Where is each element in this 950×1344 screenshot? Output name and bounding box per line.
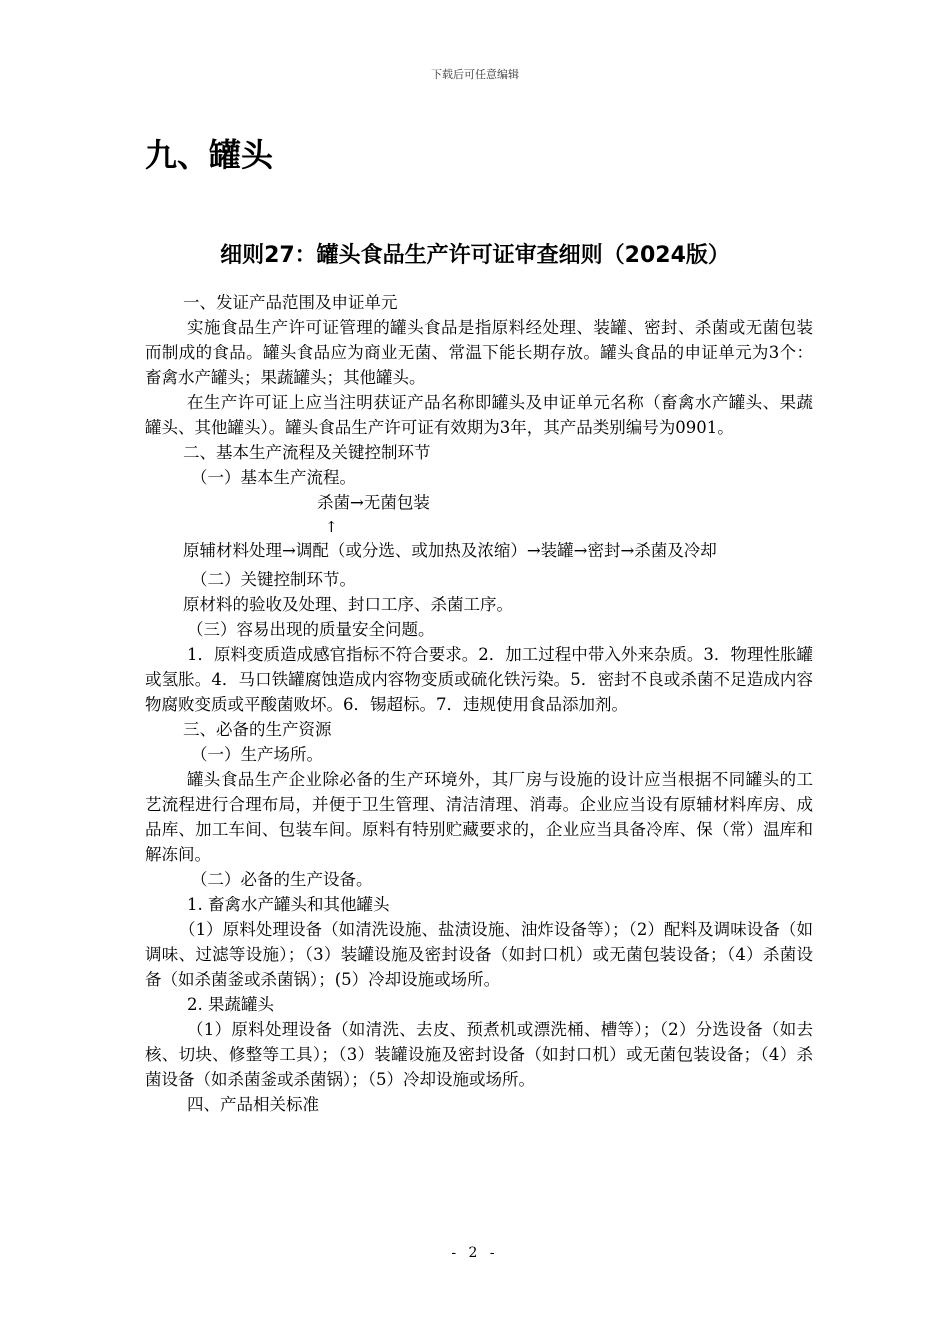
paragraph: 罐头食品生产企业除必备的生产环境外，其厂房与设施的设计应当根据不同罐头的工艺流程进行合理布局，并便于卫生管理、清洁清理、消毒。企业应当设有原辅材料库房、成品库、加工车间、包装车间。原料有特别贮藏要求的，企业应当具备冷库、保（常）温库和解冻间。 (145, 770, 813, 864)
section-heading: 二、基本生产流程及关键控制环节 (183, 443, 431, 462)
paragraph: （1）原料处理设备（如清洗设施、盐渍设施、油炸设备等）；（2）配料及调味设备（如调味、过滤等设施）；（3）装罐设施及密封设备（如封口机）或无菌包装设备；（4）杀菌设备（如杀菌釜或杀菌锅）；(5）冷却设施或场所。 (145, 920, 813, 989)
section-heading: 三、必备的生产资源 (183, 720, 332, 739)
subsection-heading: （二）关键控制环节。 (191, 570, 356, 589)
list-item-heading: 2. 果蔬罐头 (187, 995, 274, 1014)
section-heading: 四、产品相关标准 (187, 1095, 319, 1114)
subsection-heading: （一）生产场所。 (191, 745, 323, 764)
paragraph: 在生产许可证上应当注明获证产品名称即罐头及申证单元名称（畜禽水产罐头、果蔬罐头、其他罐头）。罐头食品生产许可证有效期为3年，其产品类别编号为0901。 (145, 393, 813, 437)
section-heading: 一、发证产品范围及申证单元 (183, 293, 398, 312)
flow-diagram-main: 原辅材料处理→调配（或分选、或加热及浓缩）→装罐→密封→杀菌及冷却 (183, 541, 717, 560)
paragraph: 1．原料变质造成感官指标不符合要求。2．加工过程中带入外来杂质。3．物理性胀罐或氢胀。4．马口铁罐腐蚀造成内容物变质或硫化铁污染。5．密封不良或杀菌不足造成内容物腐败变质或平酸菌败坏。6．锡超标。7．违规使用食品添加剂。 (145, 645, 813, 714)
paragraph: 实施食品生产许可证管理的罐头食品是指原料经处理、装罐、密封、杀菌或无菌包装而制成的食品。罐头食品应为商业无菌、常温下能长期存放。罐头食品的申证单元为3个：畜禽水产罐头；果蔬罐头；其他罐头。 (145, 318, 813, 387)
flow-arrow-up: ↑ (325, 518, 338, 536)
subsection-heading: （一）基本生产流程。 (191, 468, 356, 487)
document-body (145, 290, 813, 1117)
subsection-heading: （二）必备的生产设备。 (191, 870, 373, 889)
subsection-heading: （三）容易出现的质量安全问题。 (187, 620, 435, 639)
list-item-heading: 1. 畜禽水产罐头和其他罐头 (187, 895, 390, 914)
flow-diagram-top: 杀菌→无菌包装 (317, 493, 430, 512)
document-title: 细则27：罐头食品生产许可证审查细则（2024版） (220, 243, 730, 268)
chapter-title: 九、罐头 (145, 136, 274, 174)
paragraph: （1）原料处理设备（如清洗、去皮、预煮机或漂洗桶、槽等）；（2）分选设备（如去核、切块、修整等工具）；（3）装罐设施及密封设备（如封口机）或无菌包装设备；（4）杀菌设备（如杀菌釜或杀菌锅）；（5）冷却设施或场所。 (145, 1020, 813, 1089)
page-header: 下载后可任意编辑 (431, 68, 519, 81)
paragraph: 原材料的验收及处理、封口工序、杀菌工序。 (183, 595, 513, 614)
page-number: - 2 - (451, 1245, 499, 1261)
